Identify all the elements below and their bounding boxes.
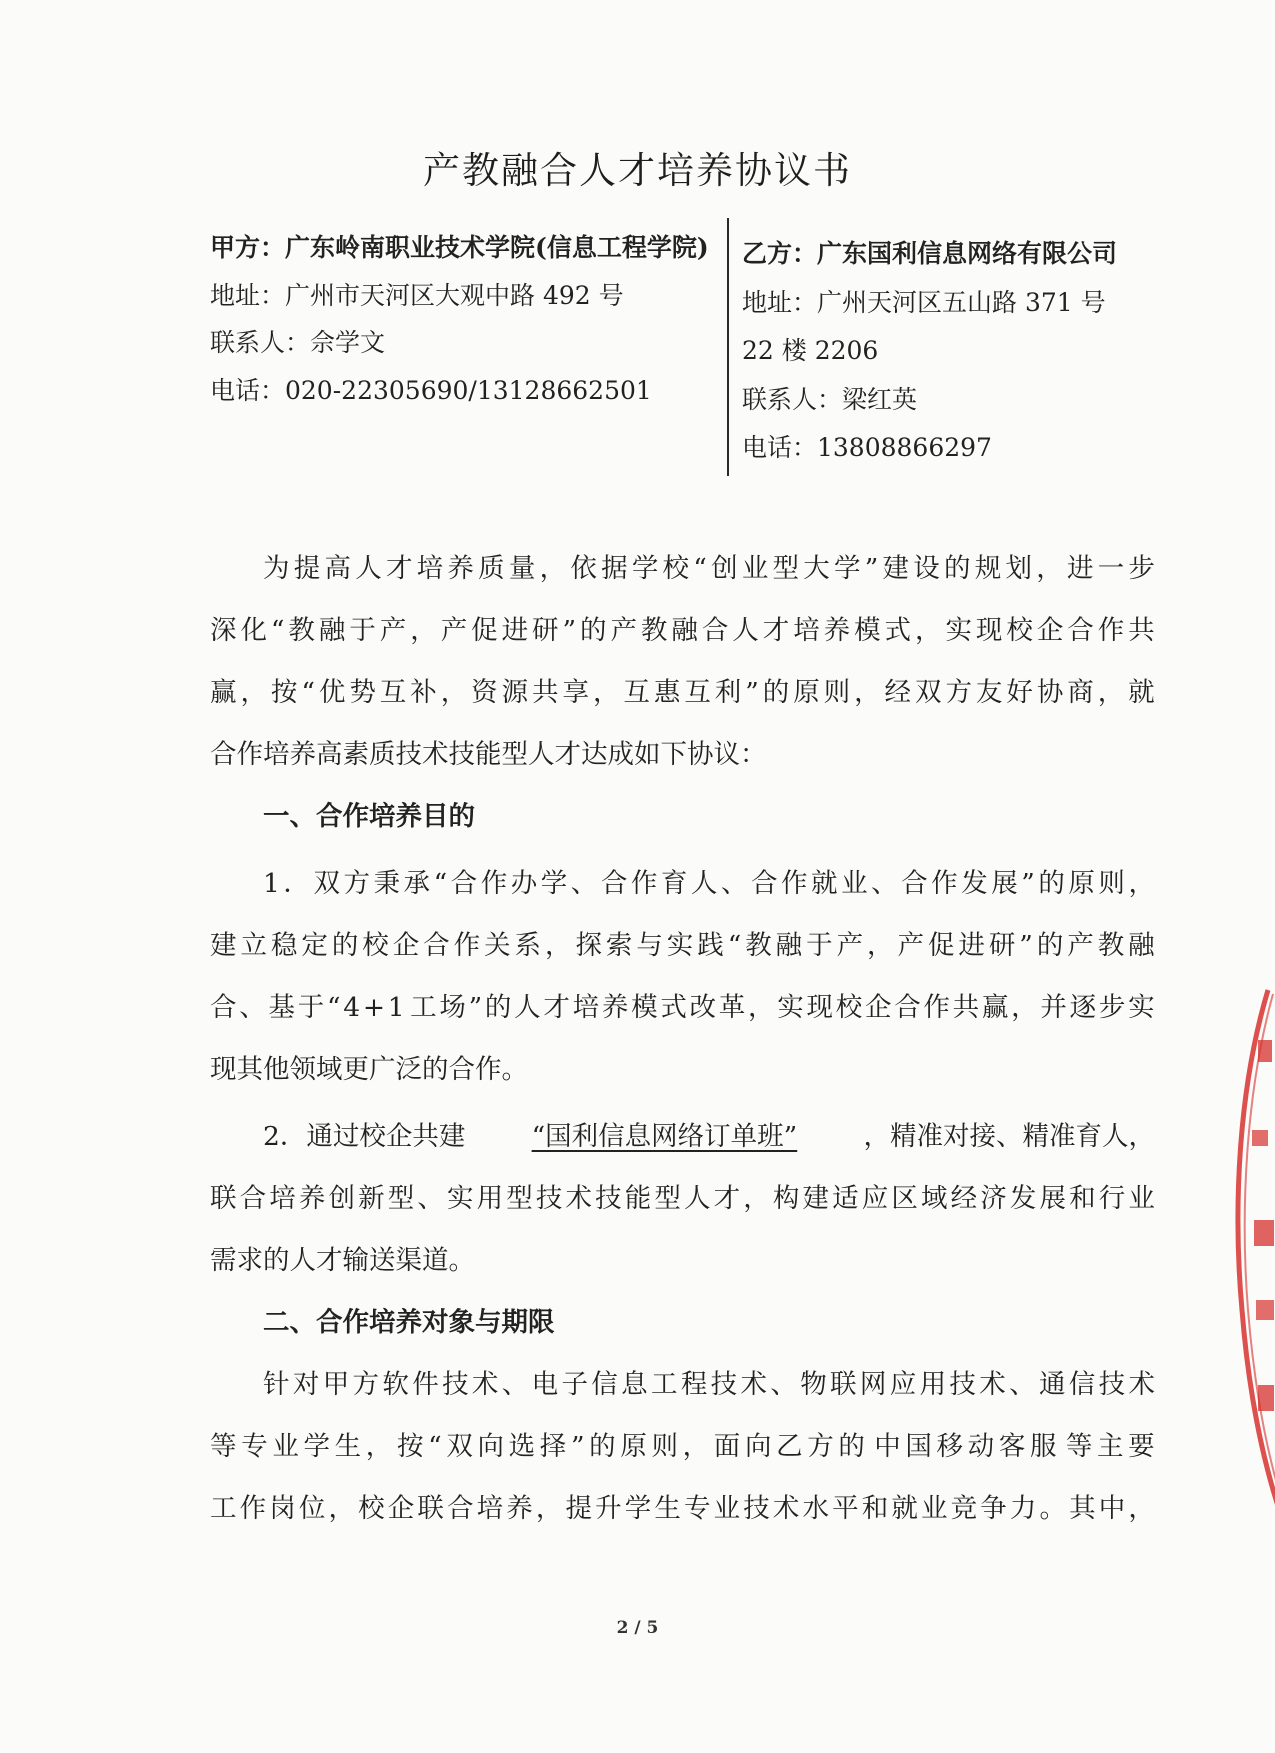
- preamble-line: 深 化 “ 教 融 于 产 ， 产 促 进 研 ” 的 产 教 融 合 人 才 培 养 模 式 ， 实 现 校 企 合 作 共: [210, 615, 1155, 646]
- section-2-line: 针 对 甲 方 软 件 技 术 、 电 子 信 息 工 程 技 术 、 物 联 网 应 用 技 术 、 通 信 技 术: [263, 1369, 1155, 1400]
- item-2-suffix: ，精准对接、精准育人，: [863, 1121, 1155, 1152]
- section-1-heading: 一、合作培养目的: [263, 801, 475, 832]
- item-2-line: 联 合 培 养 创 新 型 、 实 用 型 技 术 技 能 型 人 才 ， 构 建 适 应 区 域 经 济 发 展 和 行 业: [210, 1183, 1155, 1214]
- item-1-line: 合 、 基 于 “ 4 + 1 工 场 ” 的 人 才 培 养 模 式 改 革 ， 实 现 校 企 合 作 共 赢 ， 并 逐 步 实: [210, 992, 1155, 1023]
- agreement-body: [210, 538, 1155, 1540]
- document-title: 产教融合人才培养协议书: [423, 149, 852, 192]
- item-1-line: 建 立 稳 定 的 校 企 合 作 关 系 ， 探 索 与 实 践 “ 教 融 于 产 ， 产 促 进 研 ” 的 产 教 融: [210, 930, 1155, 961]
- item-1-line: 1 ． 双 方 秉 承 “ 合 作 办 学 、 合 作 育 人 、 合 作 就 业 、 合 作 发 展 ” 的 原 则 ，: [263, 868, 1155, 899]
- party-b-address-2: 22 楼 2206: [742, 336, 879, 365]
- preamble-line: 合作培养高素质技术技能型人才达成如下协议：: [210, 739, 767, 770]
- party-a-contact: 联系人：佘学文: [210, 328, 386, 357]
- page-number: 2 / 5: [616, 1618, 659, 1638]
- party-a-address: 地址：广州市天河区大观中路 492 号: [210, 280, 624, 310]
- party-b-phone: 电话：13808866297: [742, 433, 992, 462]
- section-2-line: 工 作 岗 位 ， 校 企 联 合 培 养 ， 提 升 学 生 专 业 技 术 水 平 和 就 业 竞 争 力 。 其 中 ，: [210, 1493, 1155, 1524]
- section-2-heading: 二、合作培养对象与期限: [263, 1307, 555, 1338]
- item-2-line: 需求的人才输送渠道。: [210, 1245, 475, 1276]
- party-b-block: [742, 230, 1117, 473]
- preamble-line: 为 提 高 人 才 培 养 质 量 ， 依 据 学 校 “ 创 业 型 大 学 ” 建 设 的 规 划 ， 进 一 步: [263, 553, 1155, 584]
- party-a-block: [210, 224, 709, 414]
- item-1-line: 现其他领域更广泛的合作。: [210, 1054, 528, 1085]
- red-seal-stamp: [1228, 980, 1275, 1540]
- preamble-line: 赢 ， 按 “ 优 势 互 补 ， 资 源 共 享 ， 互 惠 互 利 ” 的 原 则 ， 经 双 方 友 好 协 商 ， 就: [210, 677, 1155, 708]
- party-a-name: 甲方：广东岭南职业技术学院(信息工程学院): [210, 233, 709, 262]
- party-divider: [727, 218, 729, 476]
- item-2-first-line: [210, 1106, 1155, 1168]
- section-2-line: 等 专 业 学 生 ， 按 “ 双 向 选 择 ” 的 原 则 ， 面 向 乙 方 的 中 国 移 动 客 服 等 主 要: [210, 1431, 1155, 1462]
- party-b-address-1: 地址：广州天河区五山路 371 号: [742, 287, 1106, 317]
- party-a-phone: 电话：020-22305690/13128662501: [210, 375, 652, 405]
- item-2-prefix: 2．通过校企共建: [263, 1121, 466, 1152]
- party-b-contact: 联系人：梁红英: [742, 384, 918, 414]
- order-class-name: “国利信息网络订单班”: [531, 1121, 798, 1152]
- party-b-name: 乙方：广东国利信息网络有限公司: [742, 239, 1118, 268]
